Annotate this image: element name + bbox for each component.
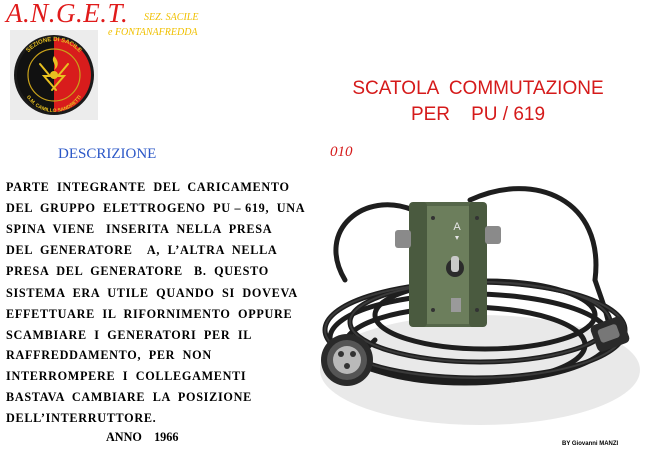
- description-line: PARTE INTEGRANTE DEL CARICAMENTO: [6, 180, 290, 194]
- credit: BY Giovanni MANZI: [562, 441, 619, 447]
- page-title: [300, 76, 656, 128]
- emblem-frame: [10, 30, 98, 120]
- box-label: A: [453, 221, 461, 233]
- description-line: RAFFREDDAMENTO, PER NON: [6, 348, 212, 362]
- year-text: ANNO 1966: [106, 430, 179, 444]
- switch-box-photo: [305, 170, 650, 455]
- emblem-ring-top: SEZIONE DI SACILE: [25, 36, 83, 54]
- org-sub-line1: SEZ. SACILE: [144, 12, 199, 23]
- description-line: EFFETTUARE IL RIFORNIMENTO OPPURE: [6, 307, 293, 321]
- description-line: INTERROMPERE I COLLEGAMENTI: [6, 369, 247, 383]
- description-line: SISTEMA ERA UTILE QUANDO SI DOVEVA: [6, 286, 298, 300]
- section-heading: DESCRIZIONE: [58, 146, 157, 162]
- switch-box-photo-icon: [305, 170, 650, 455]
- title-line1: SCATOLA COMMUTAZIONE: [352, 78, 604, 99]
- description-line: DEL GRUPPO ELETTROGENO PU – 619, UNA: [6, 201, 306, 215]
- org-sub-line2: e FONTANAFREDDA: [108, 27, 198, 38]
- anget-emblem-icon: [10, 30, 98, 120]
- title-line2: PER PU / 619: [410, 104, 546, 125]
- description-line: SPINA VIENE INSERITA NELLA PRESA: [6, 222, 273, 236]
- description-line: SCAMBIARE I GENERATORI PER IL: [6, 328, 253, 342]
- description-line: DELL’INTERRUTTORE.: [6, 411, 157, 425]
- description-line: BASTAVA CAMBIARE LA POSIZIONE: [6, 390, 252, 404]
- description-line: PRESA DEL GENERATORE B. QUESTO: [6, 264, 269, 278]
- org-name: A.N.G.E.T.: [6, 0, 129, 28]
- emblem-ring-bottom: G.M. CAMILLO SANDRETTI: [25, 94, 83, 115]
- description-line: DEL GENERATORE A, L’ALTRA NELLA: [6, 243, 278, 257]
- item-number: 010: [330, 144, 353, 160]
